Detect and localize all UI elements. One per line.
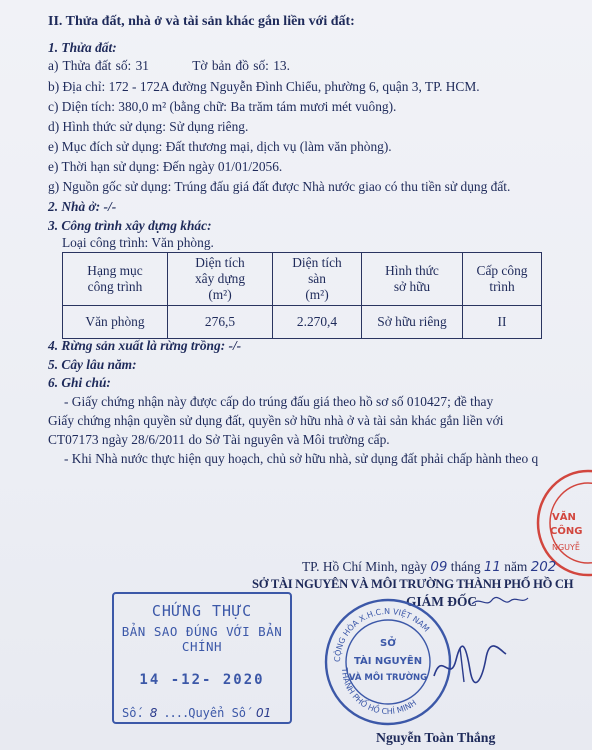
header-text: Diện tích	[292, 255, 342, 270]
seal-inner-text: VÀ MÔI TRƯỜNG	[348, 673, 428, 683]
date-year: 202	[530, 560, 557, 575]
seal-text: CÔNG	[550, 526, 583, 537]
land-parcel-title: 1. Thửa đất:	[48, 40, 117, 55]
signer-name: Nguyễn Toàn Thắng	[376, 730, 496, 745]
header-text: công trình	[87, 279, 143, 294]
initial-signature	[470, 592, 530, 610]
quyen-value: 01	[256, 706, 272, 720]
header-text: Hạng mục	[87, 263, 143, 278]
year-label: năm	[504, 559, 528, 574]
stamp-date: 14 -12- 2020	[139, 672, 265, 688]
other-works-title: 3. Công trình xây dựng khác:	[48, 218, 212, 233]
note-line: - Giấy chứng nhận này được cấp do trúng đấu giá theo hồ sơ số 010427; đề thay	[64, 394, 494, 409]
work-type: Loại công trình: Văn phòng.	[62, 235, 214, 250]
note-line: - Khi Nhà nước thực hiện quy hoạch, chủ sở hữu nhà, sử dụng đất phải chấp hành theo q	[64, 451, 539, 466]
stamp-subtitle: BẢN SAO ĐÚNG VỚI BẢN CHÍNH	[121, 624, 283, 654]
stamp-title: CHỨNG THỰC	[151, 602, 253, 620]
seal-inner-text: SỞ	[380, 638, 396, 649]
header-text: xây dựng	[194, 271, 246, 286]
seal-text: NGUYỄ	[552, 543, 580, 552]
header-text: sàn	[308, 271, 326, 286]
house-title: 2. Nhà ở: -/-	[48, 199, 117, 214]
notes-title: 6. Ghi chú:	[48, 375, 111, 390]
header-text: (m²)	[305, 287, 329, 302]
table-cell: II	[463, 306, 542, 339]
usage-origin: g) Nguồn gốc sử dụng: Trúng đấu giá đất được Nhà nước giao có thu tiền sử dụng đất.	[48, 179, 511, 194]
header-text: Hình thức	[385, 263, 439, 278]
table-header-cell	[168, 253, 273, 306]
header-text: sở hữu	[393, 279, 431, 294]
perennial-title: 5. Cây lâu năm:	[48, 357, 137, 372]
header-text: (m²)	[208, 287, 232, 302]
place-date-text: TP. Hồ Chí Minh, ngày	[302, 559, 427, 574]
seal-inner-text: TÀI NGUYÊN	[353, 656, 423, 667]
table-header-cell	[63, 253, 168, 306]
parcel-address: b) Địa chỉ: 172 - 172A đường Nguyễn Đình Chiểu, phường 6, quận 3, TP. HCM.	[48, 79, 480, 94]
seal-bottom-text: THÀNH PHỐ HỒ CHÍ MINH	[339, 667, 419, 717]
stamp-number-line: Số. 8 ....Quyển Số 01	[122, 706, 272, 720]
copy-certification-stamp	[112, 592, 292, 724]
header-text: trình	[489, 279, 515, 294]
table-cell: 276,5	[168, 306, 273, 339]
so-value: 8	[149, 706, 158, 720]
table-row	[63, 306, 542, 339]
note-line: CT07173 ngày 28/6/2011 do Sở Tài nguyên và Môi trường cấp.	[48, 432, 390, 447]
director-signature	[430, 640, 510, 690]
parcel-area: c) Diện tích: 380,0 m² (bằng chữ: Ba trăm tám mươi mét vuông).	[48, 99, 397, 114]
issuing-org: SỞ TÀI NGUYÊN VÀ MÔI TRƯỜNG THÀNH PHỐ HỒ CH	[252, 577, 574, 591]
table-cell: Văn phòng	[63, 306, 168, 339]
month-label: tháng	[450, 559, 481, 574]
parcel-number: a) Thửa đất số: 31 Tờ bản đồ số: 13.	[48, 58, 290, 73]
seal-text: VĂN	[552, 512, 576, 523]
quyen-label: Quyển Số	[188, 706, 247, 720]
table-header-cell	[463, 253, 542, 306]
usage-purpose: e) Mục đích sử dụng: Đất thương mại, dịch vụ (làm văn phòng).	[48, 139, 392, 154]
note-line: Giấy chứng nhận quyền sử dụng đất, quyền sở hữu nhà ở và tài sản khác gắn liền với	[48, 413, 504, 428]
seal-outer-text: CỘNG HÒA X.H.C.N VIỆT NAM	[332, 606, 432, 663]
table-cell: 2.270,4	[273, 306, 362, 339]
construction-table	[62, 252, 542, 339]
table-header-cell	[273, 253, 362, 306]
usage-form: d) Hình thức sử dụng: Sử dụng riêng.	[48, 119, 249, 134]
so-label: Số.	[122, 706, 144, 720]
header-text: Cấp công	[476, 263, 528, 278]
forest-title: 4. Rừng sản xuất là rừng trồng: -/-	[48, 338, 242, 353]
usage-term: e) Thời hạn sử dụng: Đến ngày 01/01/2056.	[48, 159, 283, 174]
date-day: 09	[430, 560, 448, 575]
table-header-row	[63, 253, 542, 306]
table-header-cell	[362, 253, 463, 306]
header-text: Diện tích	[195, 255, 245, 270]
place-date	[302, 559, 556, 576]
date-month: 11	[483, 560, 501, 575]
section-heading: II. Thửa đất, nhà ở và tài sản khác gắn liền với đất:	[48, 14, 355, 29]
table-cell: Sở hữu riêng	[362, 306, 463, 339]
director-title: GIÁM ĐỐC	[406, 594, 478, 609]
